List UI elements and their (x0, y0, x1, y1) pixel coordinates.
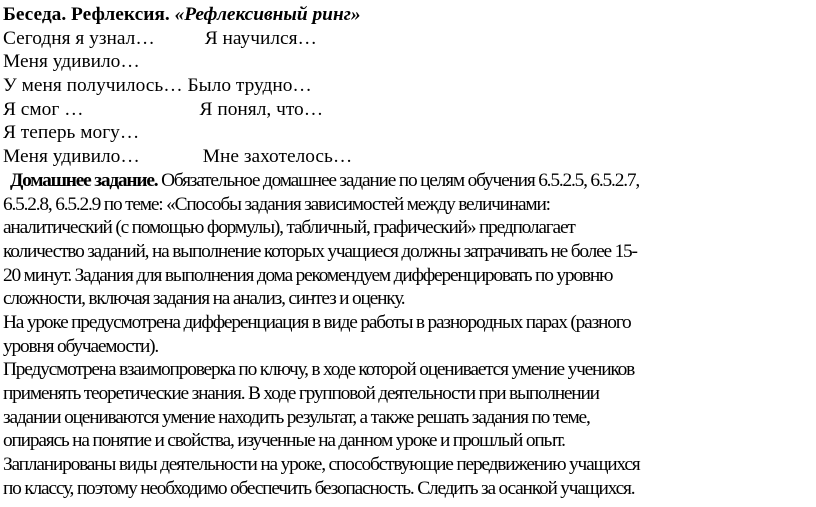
reflection-prompt: Меня удивило… (3, 51, 140, 73)
reflection-line-3 (3, 74, 815, 98)
reflection-prompt: Я теперь могу… (3, 122, 140, 144)
homework-paragraph-line: 20 минут. Задания для выполнения дома рекомендуем дифференцировать по уровню (3, 264, 613, 286)
reflection-prompt: Я понял, что… (199, 98, 324, 120)
homework-paragraph-line: 6.5.2.8, 6.5.2.9 по теме: «Способы задания зависимостей между величинами: (3, 193, 550, 215)
reflection-prompt: Мне захотелось… (202, 146, 353, 168)
heading-title: «Рефлексивный ринг» (174, 4, 361, 25)
reflection-line-6 (3, 145, 815, 169)
reflection-line-1 (3, 27, 815, 51)
document-page (3, 3, 815, 500)
homework-label: Домашнее задание. (10, 169, 158, 191)
reflection-prompt: Было трудно… (187, 75, 312, 97)
homework-text: Обязательное домашнее задание по целям обучения 6.5.2.5, 6.5.2.7, (161, 169, 639, 191)
peer-check-paragraph-line: задании оцениваются умение находить результат, а также решать задания по теме, (3, 406, 590, 428)
reflection-line-4 (3, 98, 815, 122)
differentiation-paragraph-line: На уроке предусмотрена дифференциация в виде работы в разнородных парах (разного (3, 311, 631, 333)
heading-prefix: Беседа. Рефлексия. (3, 4, 170, 25)
reflection-line-2 (3, 50, 815, 74)
homework-paragraph-line: аналитический (с помощью формулы), табличный, графический» предполагает (3, 217, 575, 239)
reflection-line-5 (3, 121, 815, 145)
homework-paragraph-line (3, 169, 815, 193)
peer-check-paragraph-line: Предусмотрена взаимопроверка по ключу, в ходе которой оценивается умение учеников (3, 359, 635, 381)
peer-check-paragraph-line: применять теоретические знания. В ходе групповой деятельности при выполнении (3, 383, 599, 404)
homework-paragraph-line: сложности, включая задания на анализ, синтез и оценку. (3, 288, 405, 310)
homework-paragraph-line: количество заданий, на выполнение которых учащиеся должны затрачивать не более 15- (3, 240, 637, 262)
reflection-prompt: Сегодня я узнал… (3, 27, 155, 49)
reflection-prompt: Я научился… (204, 27, 317, 49)
peer-check-paragraph-line: опираясь на понятие и свойства, изученные на данном уроке и прошлый опыт. (3, 430, 565, 452)
differentiation-paragraph-line: уровня обучаемости). (3, 335, 159, 357)
reflection-prompt: У меня получилось… (3, 75, 183, 97)
activities-paragraph-line: по классу, поэтому необходимо обеспечить безопасность. Следить за осанкой учащихся. (3, 477, 635, 499)
section-heading (3, 3, 815, 27)
reflection-prompt: Меня удивило… (3, 146, 140, 168)
activities-paragraph-line: Запланированы виды деятельности на уроке, способствующие передвижению учащихся (3, 454, 640, 476)
reflection-prompt: Я смог … (3, 98, 84, 120)
